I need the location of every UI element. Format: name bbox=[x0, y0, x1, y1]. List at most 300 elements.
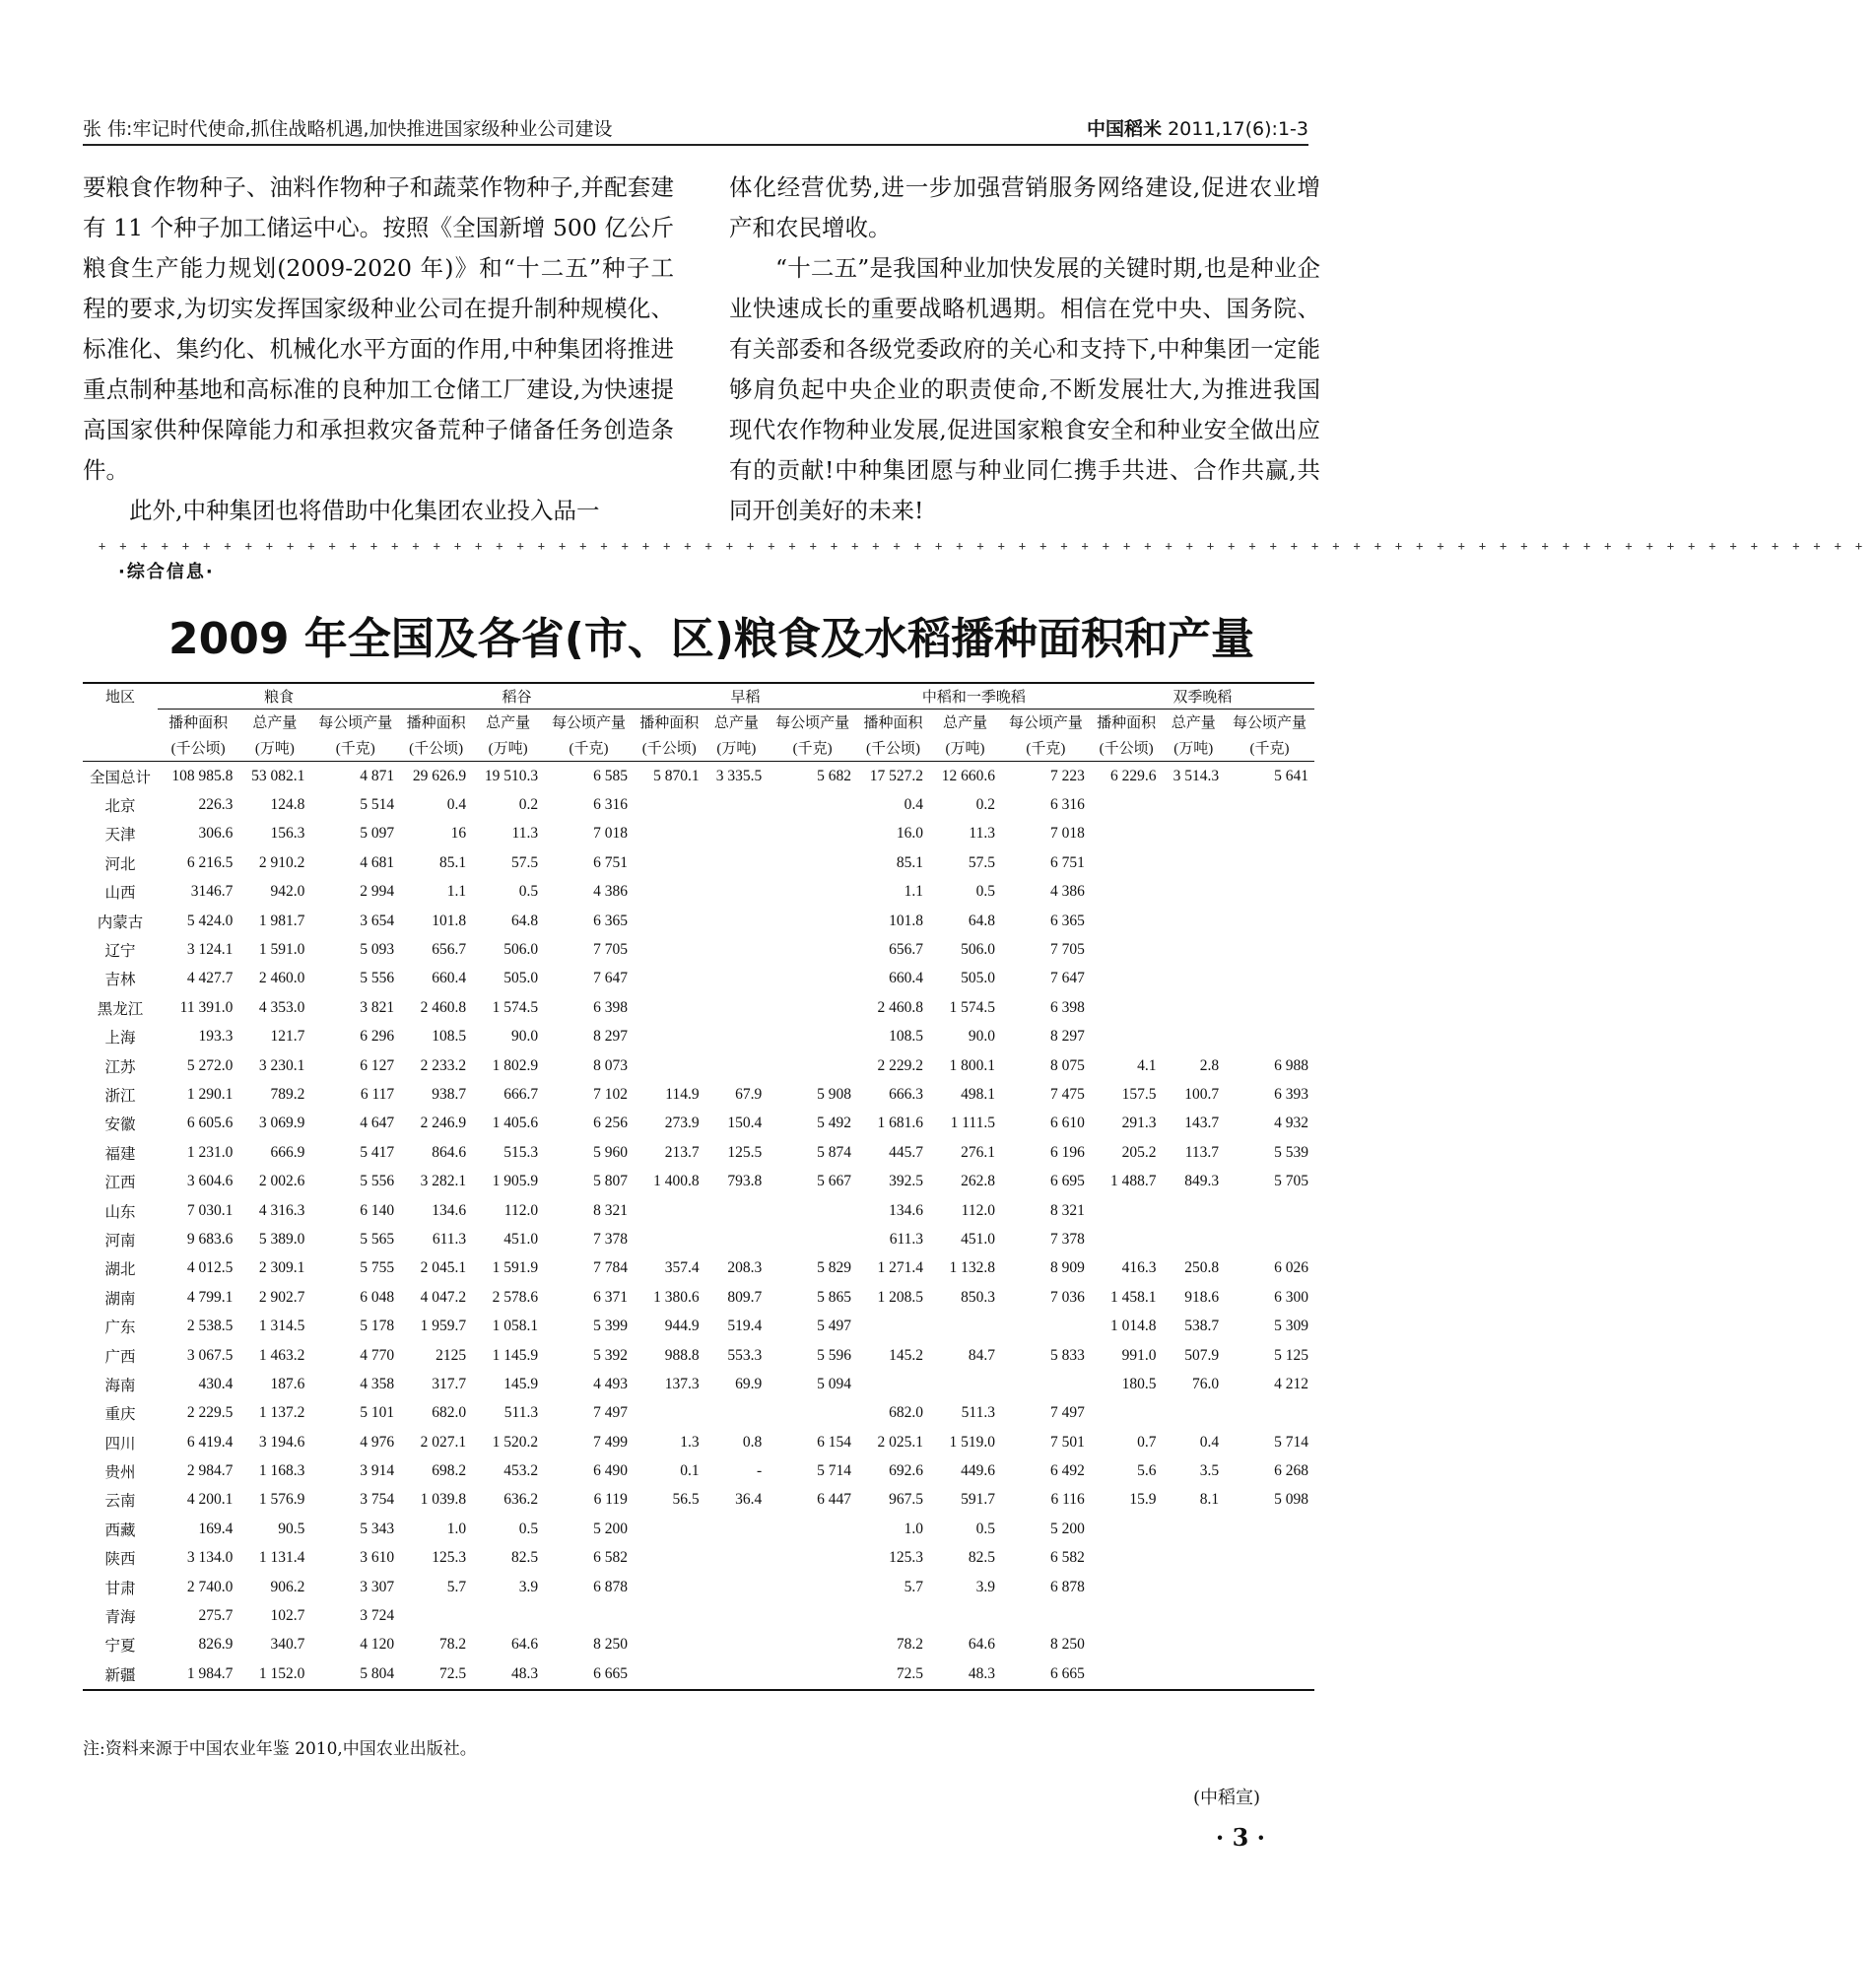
region-cell: 河南 bbox=[104, 1232, 136, 1250]
value-cell: 6 365 bbox=[593, 912, 628, 929]
value-cell: 0.2 bbox=[975, 796, 995, 814]
value-cell: 5 804 bbox=[310, 1659, 400, 1689]
value-cell: 1 168.3 bbox=[258, 1462, 305, 1480]
value-cell: 682.0 bbox=[889, 1404, 923, 1422]
value-cell: 2 002.6 bbox=[258, 1173, 305, 1190]
value-cell bbox=[1225, 878, 1314, 907]
table-row bbox=[83, 1196, 1314, 1225]
value-cell: 789.2 bbox=[270, 1085, 305, 1103]
value-cell: 0.4 bbox=[904, 796, 923, 814]
value-cell: 8 297 bbox=[593, 1028, 628, 1046]
value-cell: 9 683.6 bbox=[186, 1230, 234, 1248]
value-cell: 0.5 bbox=[518, 1520, 539, 1537]
value-cell: 3 307 bbox=[360, 1578, 395, 1595]
value-cell: 416.3 bbox=[1121, 1259, 1157, 1277]
value-cell: 8 073 bbox=[593, 1056, 628, 1074]
value-cell: 57.5 bbox=[510, 853, 539, 871]
value-cell: 445.7 bbox=[889, 1143, 923, 1161]
region-cell: 新疆 bbox=[83, 1659, 158, 1689]
table-row bbox=[83, 1341, 1314, 1370]
value-cell: 8 321 bbox=[593, 1201, 628, 1219]
table-title: 2009 年全国及各省(市、区)粮食及水稻播种面积和产量 bbox=[168, 614, 1254, 664]
value-cell: 3.9 bbox=[975, 1578, 995, 1595]
value-cell: 2 229.2 bbox=[877, 1056, 923, 1074]
value-cell: 90.0 bbox=[510, 1028, 539, 1046]
value-cell: 1 231.0 bbox=[186, 1143, 234, 1161]
value-cell: 226.3 bbox=[198, 796, 234, 814]
value-cell: 291.3 bbox=[1121, 1115, 1157, 1132]
value-cell: 101.8 bbox=[889, 912, 923, 929]
value-cell: 5 705 bbox=[1274, 1173, 1308, 1190]
value-cell bbox=[857, 1601, 929, 1630]
value-cell bbox=[1091, 1601, 1163, 1630]
table-row bbox=[83, 1051, 1314, 1080]
value-cell: 505.0 bbox=[503, 970, 539, 987]
value-cell bbox=[1091, 820, 1163, 848]
value-cell: 5 272.0 bbox=[186, 1056, 234, 1074]
group-header-middle-rice: 中稻和一季晚稻 bbox=[857, 683, 1091, 710]
table-row bbox=[83, 1370, 1314, 1398]
value-cell bbox=[634, 1515, 705, 1543]
value-cell bbox=[1162, 965, 1225, 993]
value-cell: 5 417 bbox=[360, 1143, 395, 1161]
value-cell: 5 714 bbox=[817, 1462, 852, 1480]
value-cell: 682.0 bbox=[432, 1404, 467, 1422]
value-cell: 72.5 bbox=[400, 1659, 472, 1689]
column-unit: (千克) bbox=[544, 734, 634, 762]
value-cell bbox=[1225, 1225, 1314, 1253]
value-cell bbox=[929, 1370, 1001, 1398]
value-cell: 2 740.0 bbox=[186, 1578, 234, 1595]
column-subheader: 每公顷产量 bbox=[318, 715, 393, 731]
value-cell: 6 316 bbox=[1049, 796, 1085, 814]
value-cell: 967.5 bbox=[889, 1491, 923, 1509]
value-cell: 82.5 bbox=[510, 1549, 539, 1567]
value-cell: 2 309.1 bbox=[258, 1259, 305, 1277]
value-cell: 1.0 bbox=[904, 1520, 923, 1537]
value-cell: 4 353.0 bbox=[258, 998, 305, 1016]
value-cell: 498.1 bbox=[961, 1085, 995, 1103]
value-cell: 3.5 bbox=[1199, 1462, 1220, 1480]
value-cell bbox=[1162, 820, 1225, 848]
value-cell bbox=[1091, 907, 1163, 935]
value-cell bbox=[768, 1601, 857, 1630]
value-cell: 1 802.9 bbox=[492, 1056, 539, 1074]
value-cell bbox=[705, 1659, 769, 1689]
value-cell: 1 959.7 bbox=[420, 1318, 467, 1335]
value-cell bbox=[634, 1399, 705, 1428]
value-cell: 3146.7 bbox=[190, 883, 234, 901]
value-cell bbox=[705, 820, 769, 848]
value-cell bbox=[768, 1659, 857, 1689]
value-cell: 0.4 bbox=[446, 796, 467, 814]
value-cell: 1 014.8 bbox=[1109, 1318, 1157, 1335]
section-tag: ·综合信息· bbox=[118, 562, 215, 582]
table-row bbox=[83, 1312, 1314, 1340]
value-cell bbox=[705, 1196, 769, 1225]
column-subheader: 每公顷产量 bbox=[775, 715, 850, 731]
value-cell: 3 821 bbox=[360, 998, 395, 1016]
table-row bbox=[83, 993, 1314, 1022]
value-cell bbox=[634, 878, 705, 907]
column-subheader: 总产量 bbox=[486, 715, 531, 731]
value-cell: 591.7 bbox=[961, 1491, 995, 1509]
value-cell: 2 984.7 bbox=[186, 1462, 234, 1480]
table-subheader bbox=[83, 710, 1314, 735]
value-cell bbox=[634, 1659, 705, 1689]
value-cell bbox=[1162, 907, 1225, 935]
table-row bbox=[83, 1428, 1314, 1456]
value-cell bbox=[1162, 1225, 1225, 1253]
value-cell: 4 871 bbox=[360, 767, 395, 784]
value-cell: 1 984.7 bbox=[158, 1659, 238, 1689]
value-cell: 69.9 bbox=[735, 1375, 763, 1392]
region-cell: 西藏 bbox=[104, 1521, 136, 1539]
value-cell bbox=[705, 907, 769, 935]
value-cell: 918.6 bbox=[1184, 1288, 1220, 1306]
value-cell: 6 419.4 bbox=[186, 1433, 234, 1451]
value-cell bbox=[1225, 820, 1314, 848]
column-unit: (千克) bbox=[768, 734, 857, 762]
value-cell: 3 610 bbox=[360, 1549, 395, 1567]
value-cell: 4 316.3 bbox=[258, 1201, 305, 1219]
value-cell: 11 391.0 bbox=[179, 998, 234, 1016]
value-cell bbox=[768, 1023, 857, 1051]
value-cell: 506.0 bbox=[961, 941, 995, 959]
value-cell: 3 754 bbox=[360, 1491, 395, 1509]
value-cell: 114.9 bbox=[665, 1085, 700, 1103]
value-cell bbox=[705, 1573, 769, 1601]
value-cell bbox=[634, 1196, 705, 1225]
value-cell: 11.3 bbox=[969, 825, 995, 843]
value-cell bbox=[1225, 1196, 1314, 1225]
table-row bbox=[83, 762, 1314, 791]
value-cell: 1 137.2 bbox=[258, 1404, 305, 1422]
paragraph: 体化经营优势,进一步加强营销服务网络建设,促进农业增产和农民增收。 bbox=[729, 173, 1320, 241]
value-cell bbox=[705, 965, 769, 993]
value-cell: 134.6 bbox=[889, 1201, 923, 1219]
value-cell: 6 393 bbox=[1274, 1085, 1308, 1103]
value-cell: 7 497 bbox=[593, 1404, 628, 1422]
value-cell: 100.7 bbox=[1184, 1085, 1220, 1103]
value-cell: 273.9 bbox=[664, 1115, 700, 1132]
value-cell: 357.4 bbox=[664, 1259, 700, 1277]
value-cell bbox=[768, 820, 857, 848]
value-cell bbox=[1091, 878, 1163, 907]
value-cell bbox=[768, 1515, 857, 1543]
value-cell: 6 751 bbox=[593, 853, 628, 871]
value-cell bbox=[1225, 1515, 1314, 1543]
value-cell: 2 025.1 bbox=[877, 1433, 923, 1451]
value-cell: 6 140 bbox=[360, 1201, 395, 1219]
table-row bbox=[83, 1138, 1314, 1167]
value-cell bbox=[1162, 1631, 1225, 1659]
value-cell: 6 300 bbox=[1274, 1288, 1308, 1306]
value-cell: 1 058.1 bbox=[492, 1318, 539, 1335]
value-cell: 1 591.9 bbox=[492, 1259, 539, 1277]
value-cell: 1 131.4 bbox=[258, 1549, 305, 1567]
header-rule bbox=[83, 144, 1308, 146]
region-cell: 内蒙古 bbox=[97, 913, 144, 931]
value-cell: 1 132.8 bbox=[949, 1259, 995, 1277]
value-cell bbox=[705, 790, 769, 819]
value-cell: 6 878 bbox=[1049, 1578, 1085, 1595]
value-cell: 145.9 bbox=[503, 1375, 539, 1392]
value-cell: 3 067.5 bbox=[186, 1346, 234, 1364]
value-cell bbox=[1162, 1659, 1225, 1689]
value-cell: 5 424.0 bbox=[186, 912, 234, 929]
column-unit: (千公顷) bbox=[857, 734, 929, 762]
value-cell: 4 012.5 bbox=[186, 1259, 234, 1277]
column-subheader: 每公顷产量 bbox=[1008, 715, 1083, 731]
value-cell: - bbox=[757, 1462, 763, 1480]
value-cell bbox=[634, 1051, 705, 1080]
value-cell bbox=[1225, 790, 1314, 819]
value-cell: 809.7 bbox=[727, 1288, 763, 1306]
value-cell bbox=[1001, 1370, 1091, 1398]
value-cell: 6 398 bbox=[1049, 998, 1085, 1016]
group-header-rice: 稻谷 bbox=[400, 683, 634, 710]
value-cell: 5 807 bbox=[593, 1173, 628, 1190]
value-cell: 5 309 bbox=[1274, 1318, 1308, 1335]
value-cell bbox=[768, 1196, 857, 1225]
value-cell: 5 960 bbox=[593, 1143, 628, 1161]
column-unit: (千公顷) bbox=[400, 734, 472, 762]
value-cell bbox=[1225, 1659, 1314, 1689]
column-unit: (千公顷) bbox=[634, 734, 705, 762]
value-cell: 5 200 bbox=[593, 1520, 628, 1537]
value-cell: 656.7 bbox=[889, 941, 923, 959]
value-cell bbox=[705, 993, 769, 1022]
value-cell: 64.6 bbox=[510, 1636, 539, 1654]
value-cell: 4 932 bbox=[1274, 1115, 1308, 1132]
value-cell bbox=[1091, 1023, 1163, 1051]
value-cell: 90.5 bbox=[278, 1520, 305, 1537]
value-cell bbox=[1001, 1312, 1091, 1340]
value-cell bbox=[1162, 790, 1225, 819]
column-unit: (万吨) bbox=[472, 734, 544, 762]
value-cell: 4 358 bbox=[360, 1375, 395, 1392]
column-subheader: 总产量 bbox=[252, 715, 298, 731]
column-unit: (千克) bbox=[1001, 734, 1091, 762]
region-cell: 江西 bbox=[104, 1175, 136, 1192]
value-cell bbox=[1225, 965, 1314, 993]
value-cell bbox=[544, 1601, 634, 1630]
value-cell: 4 799.1 bbox=[186, 1288, 234, 1306]
value-cell: 7 378 bbox=[593, 1230, 628, 1248]
table-row bbox=[83, 935, 1314, 964]
value-cell bbox=[1091, 1544, 1163, 1573]
value-cell bbox=[1225, 1631, 1314, 1659]
value-cell: 7 030.1 bbox=[186, 1201, 234, 1219]
value-cell: 78.2 bbox=[439, 1636, 467, 1654]
value-cell: 6 988 bbox=[1274, 1056, 1308, 1074]
value-cell: 1 458.1 bbox=[1109, 1288, 1157, 1306]
value-cell: 1.1 bbox=[446, 883, 467, 901]
value-cell: 430.4 bbox=[198, 1375, 234, 1392]
value-cell: 6 398 bbox=[593, 998, 628, 1016]
region-cell: 广西 bbox=[104, 1348, 136, 1366]
value-cell: 1 111.5 bbox=[950, 1115, 995, 1132]
value-cell: 991.0 bbox=[1121, 1346, 1157, 1364]
value-cell: 3 069.9 bbox=[258, 1115, 305, 1132]
value-cell: 507.9 bbox=[1184, 1346, 1220, 1364]
value-cell: 1 400.8 bbox=[653, 1173, 700, 1190]
value-cell: 6 026 bbox=[1274, 1259, 1308, 1277]
running-head-citation bbox=[1087, 114, 1308, 141]
value-cell bbox=[705, 1515, 769, 1543]
value-cell: 3 124.1 bbox=[186, 941, 234, 959]
value-cell: 4.1 bbox=[1137, 1056, 1157, 1074]
value-cell: 692.6 bbox=[889, 1462, 923, 1480]
value-cell: 7 705 bbox=[593, 941, 628, 959]
value-cell: 3 724 bbox=[360, 1607, 395, 1625]
value-cell: 125.3 bbox=[432, 1549, 467, 1567]
value-cell: 5 125 bbox=[1274, 1346, 1308, 1364]
value-cell: 317.7 bbox=[432, 1375, 467, 1392]
value-cell bbox=[768, 1573, 857, 1601]
value-cell: 6 490 bbox=[593, 1462, 628, 1480]
value-cell: 4 976 bbox=[360, 1433, 395, 1451]
group-header-grain: 粮食 bbox=[158, 683, 400, 710]
value-cell: 82.5 bbox=[968, 1549, 995, 1567]
value-cell: 7 647 bbox=[593, 970, 628, 987]
value-cell: 5.6 bbox=[1137, 1462, 1157, 1480]
value-cell: 666.9 bbox=[270, 1143, 305, 1161]
value-cell: 5 874 bbox=[817, 1143, 852, 1161]
table-row bbox=[83, 1486, 1314, 1515]
value-cell bbox=[705, 1225, 769, 1253]
value-cell bbox=[1225, 993, 1314, 1022]
value-cell: 64.8 bbox=[510, 912, 539, 929]
value-cell: 6 585 bbox=[593, 767, 628, 784]
value-cell: 5 093 bbox=[360, 941, 395, 959]
value-cell: 5 865 bbox=[817, 1288, 852, 1306]
value-cell: 125.5 bbox=[727, 1143, 763, 1161]
value-cell: 5 514 bbox=[360, 796, 395, 814]
value-cell: 553.3 bbox=[727, 1346, 763, 1364]
value-cell: 4 647 bbox=[360, 1115, 395, 1132]
value-cell: 1 576.9 bbox=[258, 1491, 305, 1509]
column-subheader: 总产量 bbox=[713, 715, 759, 731]
value-cell: 1 463.2 bbox=[258, 1346, 305, 1364]
column-unit: (千公顷) bbox=[1091, 734, 1163, 762]
value-cell: 3 914 bbox=[360, 1462, 395, 1480]
value-cell bbox=[1225, 1573, 1314, 1601]
value-cell: 7 705 bbox=[1049, 941, 1085, 959]
value-cell: 666.7 bbox=[503, 1085, 539, 1103]
value-cell bbox=[1091, 1659, 1163, 1689]
value-cell: 1 574.5 bbox=[492, 998, 539, 1016]
column-unit: (万吨) bbox=[1162, 734, 1225, 762]
value-cell: 4 493 bbox=[593, 1375, 628, 1392]
value-cell: 156.3 bbox=[270, 825, 305, 843]
value-cell bbox=[1162, 935, 1225, 964]
value-cell bbox=[1091, 935, 1163, 964]
value-cell: 944.9 bbox=[664, 1318, 700, 1335]
value-cell bbox=[1162, 878, 1225, 907]
value-cell: 1 681.6 bbox=[877, 1115, 923, 1132]
value-cell: 4 681 bbox=[360, 853, 395, 871]
value-cell bbox=[1162, 1399, 1225, 1428]
value-cell: 1 800.1 bbox=[949, 1056, 995, 1074]
value-cell bbox=[1091, 848, 1163, 877]
value-cell: 7 018 bbox=[593, 825, 628, 843]
value-cell: 169.4 bbox=[198, 1520, 234, 1537]
value-cell bbox=[1091, 790, 1163, 819]
value-cell: 205.2 bbox=[1121, 1143, 1157, 1161]
region-cell: 黑龙江 bbox=[97, 1000, 144, 1018]
value-cell: 6 154 bbox=[817, 1433, 852, 1451]
value-cell: 5 755 bbox=[360, 1259, 395, 1277]
value-cell: 1 271.4 bbox=[877, 1259, 923, 1277]
value-cell: 4 770 bbox=[360, 1346, 395, 1364]
value-cell: 2125 bbox=[436, 1346, 467, 1364]
value-cell: 505.0 bbox=[961, 970, 995, 987]
value-cell: 5 596 bbox=[817, 1346, 852, 1364]
value-cell: 6 695 bbox=[1049, 1173, 1085, 1190]
table-row bbox=[83, 1631, 1314, 1659]
body-right-column bbox=[729, 168, 1320, 531]
value-cell: 187.6 bbox=[270, 1375, 305, 1392]
blank-cell bbox=[83, 734, 158, 762]
body-left-column bbox=[83, 168, 674, 531]
table-row bbox=[83, 1110, 1314, 1138]
value-cell: 6 665 bbox=[1001, 1659, 1091, 1689]
value-cell: 6 447 bbox=[817, 1491, 852, 1509]
value-cell: 5 682 bbox=[817, 767, 852, 784]
value-cell: 515.3 bbox=[503, 1143, 539, 1161]
value-cell: 12 660.6 bbox=[941, 767, 995, 784]
value-cell bbox=[768, 878, 857, 907]
group-header-early-rice: 早稻 bbox=[634, 683, 857, 710]
value-cell: 3 282.1 bbox=[420, 1173, 467, 1190]
column-subheader: 播种面积 bbox=[863, 715, 923, 731]
value-cell bbox=[1162, 993, 1225, 1022]
value-cell: 6 610 bbox=[1049, 1115, 1085, 1132]
value-cell: 6 605.6 bbox=[186, 1115, 234, 1132]
value-cell bbox=[768, 1225, 857, 1253]
grain-rice-table bbox=[83, 682, 1314, 1691]
value-cell: 1 519.0 bbox=[949, 1433, 995, 1451]
value-cell: 6 371 bbox=[593, 1288, 628, 1306]
value-cell bbox=[1162, 1601, 1225, 1630]
value-cell bbox=[705, 1023, 769, 1051]
value-cell: 57.5 bbox=[968, 853, 995, 871]
region-cell: 山东 bbox=[104, 1203, 136, 1221]
value-cell: 276.1 bbox=[961, 1143, 995, 1161]
value-cell: 3 654 bbox=[360, 912, 395, 929]
region-cell: 重庆 bbox=[104, 1406, 136, 1424]
table-row bbox=[83, 1399, 1314, 1428]
value-cell: 5 833 bbox=[1049, 1346, 1085, 1364]
value-cell bbox=[1162, 1023, 1225, 1051]
value-cell: 4 212 bbox=[1274, 1375, 1308, 1392]
value-cell: 5 539 bbox=[1274, 1143, 1308, 1161]
value-cell: 2 045.1 bbox=[420, 1259, 467, 1277]
value-cell: 0.5 bbox=[975, 883, 995, 901]
value-cell: 17 527.2 bbox=[869, 767, 923, 784]
value-cell: 1 981.7 bbox=[258, 912, 305, 929]
value-cell bbox=[634, 1544, 705, 1573]
value-cell: 5 343 bbox=[360, 1520, 395, 1537]
value-cell: 666.3 bbox=[889, 1085, 923, 1103]
table-row bbox=[83, 1659, 1314, 1689]
value-cell: 1 145.9 bbox=[492, 1346, 539, 1364]
value-cell bbox=[400, 1601, 472, 1630]
value-cell bbox=[1091, 993, 1163, 1022]
value-cell: 8.1 bbox=[1199, 1491, 1220, 1509]
